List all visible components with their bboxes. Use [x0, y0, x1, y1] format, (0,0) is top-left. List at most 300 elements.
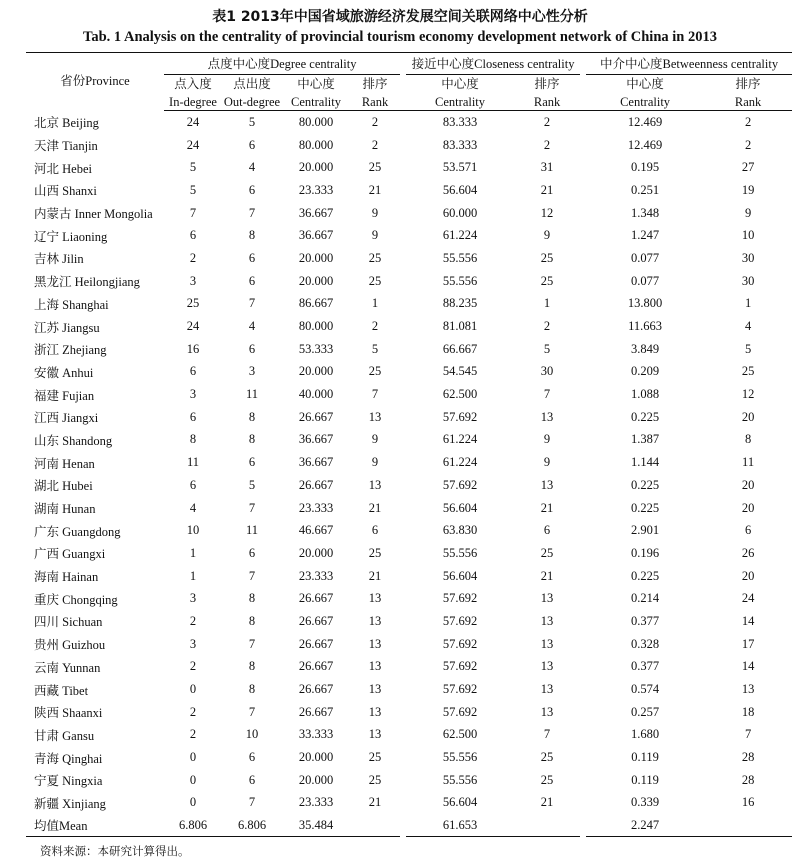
table-row — [26, 610, 792, 633]
degree-centrality-cell: 23.333 — [298, 500, 334, 515]
table-row — [26, 383, 792, 406]
province-cell: 江苏 Jiangsu — [34, 320, 100, 335]
degree-rank-cell: 13 — [368, 682, 382, 697]
closeness-rank-cell: 25 — [540, 273, 554, 288]
closeness-rank-cell: 30 — [540, 364, 554, 379]
closeness-centrality-cell: 57.692 — [442, 409, 478, 424]
out-degree-cell: 5 — [248, 477, 256, 492]
province-cell: 天津 Tianjin — [34, 139, 98, 154]
in-degree-cell: 25 — [186, 296, 200, 311]
table-row — [26, 587, 792, 610]
closeness-centrality-cell: 81.081 — [442, 319, 478, 334]
betweenness-centrality-cell: 0.077 — [631, 273, 660, 288]
closeness-centrality-cell: 57.692 — [442, 659, 478, 674]
betweenness-rank-cell: 14 — [741, 659, 755, 674]
out-degree-cell: 4 — [248, 160, 256, 175]
degree-rank-cell: 25 — [368, 364, 382, 379]
closeness-centrality-cell: 57.692 — [442, 682, 478, 697]
table-row — [26, 338, 792, 361]
table-row — [26, 361, 792, 384]
province-cell: 湖南 Hunan — [34, 502, 96, 517]
in-degree-cell: 3 — [189, 591, 197, 606]
degree-rank-cell: 13 — [368, 704, 382, 719]
header-deg-rank-cn: 排序 — [362, 77, 388, 91]
betweenness-rank-cell: 28 — [741, 750, 755, 765]
betweenness-centrality-cell: 0.209 — [631, 364, 660, 379]
header-clo-centrality-cn: 中心度 — [441, 77, 479, 91]
betweenness-centrality-cell: 0.119 — [631, 772, 659, 787]
table-row — [26, 542, 792, 565]
closeness-rank-cell: 13 — [540, 659, 554, 674]
out-degree-cell: 3 — [248, 364, 256, 379]
out-degree-cell: 6 — [248, 772, 256, 787]
closeness-rank-cell: 21 — [540, 182, 554, 197]
closeness-centrality-cell: 54.545 — [442, 364, 478, 379]
closeness-rank-cell: 2 — [543, 114, 551, 129]
closeness-centrality-cell: 83.333 — [442, 137, 478, 152]
betweenness-centrality-cell: 2.901 — [631, 523, 660, 538]
in-degree-cell: 11 — [186, 455, 200, 470]
betweenness-rank-cell: 27 — [741, 160, 755, 175]
betweenness-rank-cell: 16 — [741, 795, 755, 810]
table-row — [26, 519, 792, 542]
closeness-rank-cell: 13 — [540, 591, 554, 606]
betweenness-rank-cell: 20 — [741, 477, 755, 492]
out-degree-cell: 4 — [248, 319, 256, 334]
header-bet-rank-cn: 排序 — [735, 77, 761, 91]
degree-rank-cell: 21 — [368, 795, 382, 810]
degree-rank-cell: 5 — [371, 341, 379, 356]
degree-rank-cell: 2 — [371, 137, 379, 152]
centrality-table — [26, 52, 792, 837]
header-closeness-group: 接近中心度Closeness centrality — [406, 53, 580, 75]
betweenness-rank-cell: 1 — [744, 296, 752, 311]
in-degree-cell: 1 — [189, 545, 197, 560]
closeness-centrality-cell: 57.692 — [442, 636, 478, 651]
province-cell: 山东 Shandong — [34, 433, 113, 448]
degree-centrality-cell: 23.333 — [298, 568, 334, 583]
betweenness-rank-cell: 8 — [744, 432, 752, 447]
out-degree-cell: 6 — [248, 273, 256, 288]
header-deg-centrality-en: Centrality — [282, 93, 350, 111]
closeness-centrality-cell: 56.604 — [442, 500, 478, 515]
closeness-rank-cell: 2 — [543, 137, 551, 152]
out-degree-cell: 11 — [245, 387, 259, 402]
betweenness-rank-cell: 7 — [744, 727, 752, 742]
closeness-rank-cell: 21 — [540, 795, 554, 810]
header-bet-centrality-en: Centrality — [586, 93, 704, 111]
out-degree-cell: 6 — [248, 455, 256, 470]
betweenness-rank-cell — [704, 814, 792, 837]
province-cell: 广西 Guangxi — [34, 547, 106, 562]
betweenness-rank-cell: 13 — [741, 682, 755, 697]
in-degree-cell: 24 — [186, 137, 200, 152]
closeness-centrality-cell: 61.653 — [406, 814, 514, 837]
closeness-centrality-cell: 60.000 — [442, 205, 478, 220]
province-cell: 青海 Qinghai — [34, 751, 103, 766]
betweenness-rank-cell: 19 — [741, 182, 755, 197]
table-row — [26, 451, 792, 474]
degree-centrality-cell: 26.667 — [298, 704, 334, 719]
closeness-rank-cell: 25 — [540, 750, 554, 765]
closeness-rank-cell: 9 — [543, 228, 551, 243]
degree-centrality-cell: 20.000 — [298, 364, 334, 379]
in-degree-cell: 24 — [186, 114, 200, 129]
in-degree-cell: 0 — [189, 682, 197, 697]
in-degree-cell: 4 — [189, 500, 197, 515]
province-cell: 广东 Guangdong — [34, 524, 121, 539]
in-degree-cell: 0 — [189, 750, 197, 765]
source-note: 资料来源：本研究计算得出。 — [40, 844, 190, 858]
betweenness-centrality-cell: 1.144 — [631, 455, 660, 470]
province-cell: 四川 Sichuan — [34, 615, 103, 630]
table-row — [26, 270, 792, 293]
in-degree-cell: 2 — [189, 704, 197, 719]
province-cell: 海南 Hainan — [34, 570, 99, 585]
province-cell: 内蒙古 Inner Mongolia — [34, 207, 153, 222]
out-degree-cell: 7 — [248, 205, 256, 220]
closeness-centrality-cell: 61.224 — [442, 455, 478, 470]
table-row — [26, 678, 792, 701]
table-header — [26, 53, 792, 111]
header-clo-centrality-en: Centrality — [406, 93, 514, 111]
table-row — [26, 497, 792, 520]
in-degree-cell: 3 — [189, 273, 197, 288]
mean-row — [26, 814, 792, 837]
out-degree-cell: 6 — [248, 341, 256, 356]
degree-centrality-cell: 80.000 — [298, 319, 334, 334]
betweenness-centrality-cell: 0.574 — [631, 682, 660, 697]
closeness-rank-cell: 9 — [543, 455, 551, 470]
betweenness-centrality-cell: 0.214 — [631, 591, 660, 606]
out-degree-cell: 6 — [248, 250, 256, 265]
table-row — [26, 792, 792, 815]
header-bet-rank-en: Rank — [704, 93, 792, 111]
in-degree-cell: 2 — [189, 613, 197, 628]
out-degree-cell: 8 — [248, 682, 256, 697]
degree-centrality-cell: 33.333 — [298, 727, 334, 742]
degree-rank-cell: 9 — [371, 205, 379, 220]
out-degree-cell: 11 — [245, 523, 259, 538]
out-degree-cell: 8 — [248, 432, 256, 447]
betweenness-rank-cell: 10 — [741, 228, 755, 243]
province-cell: 吉林 Jilin — [34, 252, 84, 267]
betweenness-centrality-cell: 3.849 — [631, 341, 660, 356]
table-row — [26, 746, 792, 769]
degree-centrality-cell: 36.667 — [298, 205, 334, 220]
degree-rank-cell: 2 — [371, 114, 379, 129]
betweenness-centrality-cell: 0.196 — [631, 545, 660, 560]
degree-centrality-cell: 26.667 — [298, 659, 334, 674]
province-cell: 甘肃 Gansu — [34, 728, 95, 743]
closeness-centrality-cell: 61.224 — [442, 228, 478, 243]
degree-centrality-cell: 20.000 — [298, 750, 334, 765]
province-cell: 贵州 Guizhou — [34, 638, 106, 653]
betweenness-centrality-cell: 0.195 — [631, 160, 660, 175]
closeness-centrality-cell: 57.692 — [442, 477, 478, 492]
province-cell: 陕西 Shaanxi — [34, 706, 103, 721]
betweenness-rank-cell: 5 — [744, 341, 752, 356]
in-degree-cell: 6 — [189, 364, 197, 379]
table-row — [26, 202, 792, 225]
closeness-rank-cell: 13 — [540, 613, 554, 628]
degree-rank-cell: 9 — [371, 432, 379, 447]
out-degree-cell: 7 — [248, 636, 256, 651]
table-row — [26, 406, 792, 429]
closeness-rank-cell: 6 — [543, 523, 551, 538]
in-degree-cell: 1 — [189, 568, 197, 583]
degree-rank-cell: 21 — [368, 568, 382, 583]
closeness-rank-cell: 13 — [540, 409, 554, 424]
degree-centrality-cell: 46.667 — [298, 523, 334, 538]
betweenness-centrality-cell: 1.680 — [631, 727, 660, 742]
betweenness-centrality-cell: 13.800 — [627, 296, 663, 311]
table-row — [26, 293, 792, 316]
in-degree-cell: 7 — [189, 205, 197, 220]
degree-rank-cell: 1 — [371, 296, 379, 311]
betweenness-centrality-cell: 0.225 — [631, 500, 660, 515]
degree-centrality-cell: 26.667 — [298, 613, 334, 628]
betweenness-centrality-cell: 0.225 — [631, 477, 660, 492]
in-degree-cell: 2 — [189, 659, 197, 674]
betweenness-centrality-cell: 1.387 — [631, 432, 660, 447]
degree-rank-cell: 21 — [368, 500, 382, 515]
header-in-degree-cn: 点入度 — [174, 77, 212, 91]
closeness-centrality-cell: 56.604 — [442, 795, 478, 810]
in-degree-cell: 6 — [189, 409, 197, 424]
table-row — [26, 474, 792, 497]
degree-centrality-cell: 80.000 — [298, 137, 334, 152]
betweenness-centrality-cell: 1.247 — [631, 228, 660, 243]
degree-centrality-cell: 20.000 — [298, 250, 334, 265]
in-degree-cell: 2 — [189, 727, 197, 742]
degree-rank-cell: 21 — [368, 182, 382, 197]
closeness-centrality-cell: 66.667 — [442, 341, 478, 356]
out-degree-cell: 8 — [248, 659, 256, 674]
out-degree-cell: 6 — [248, 750, 256, 765]
out-degree-cell: 10 — [245, 727, 259, 742]
in-degree-cell: 16 — [186, 341, 200, 356]
closeness-rank-cell: 25 — [540, 545, 554, 560]
degree-centrality-cell: 20.000 — [298, 772, 334, 787]
province-cell: 新疆 Xinjiang — [34, 796, 106, 811]
betweenness-rank-cell: 14 — [741, 613, 755, 628]
closeness-centrality-cell: 56.604 — [442, 182, 478, 197]
degree-rank-cell: 9 — [371, 228, 379, 243]
degree-rank-cell: 25 — [368, 772, 382, 787]
out-degree-cell: 6 — [248, 545, 256, 560]
degree-rank-cell: 9 — [371, 455, 379, 470]
province-cell: 重庆 Chongqing — [34, 592, 118, 607]
degree-centrality-cell: 23.333 — [298, 182, 334, 197]
header-betweenness-group: 中介中心度Betweenness centrality — [586, 53, 792, 75]
degree-rank-cell: 25 — [368, 545, 382, 560]
out-degree-cell: 8 — [248, 613, 256, 628]
header-deg-centrality-cn: 中心度 — [297, 77, 335, 91]
closeness-rank-cell: 5 — [543, 341, 551, 356]
closeness-centrality-cell: 88.235 — [442, 296, 478, 311]
table-row — [26, 247, 792, 270]
degree-centrality-cell: 86.667 — [298, 296, 334, 311]
closeness-rank-cell: 12 — [540, 205, 554, 220]
closeness-centrality-cell: 63.830 — [442, 523, 478, 538]
table-row — [26, 701, 792, 724]
header-clo-rank-cn: 排序 — [534, 77, 560, 91]
degree-rank-cell: 13 — [368, 659, 382, 674]
table-row — [26, 656, 792, 679]
in-degree-cell: 0 — [189, 795, 197, 810]
closeness-centrality-cell: 57.692 — [442, 613, 478, 628]
betweenness-centrality-cell: 1.348 — [631, 205, 660, 220]
degree-rank-cell: 13 — [368, 409, 382, 424]
closeness-rank-cell: 7 — [543, 387, 551, 402]
header-bet-centrality-cn: 中心度 — [626, 77, 664, 91]
betweenness-rank-cell: 18 — [741, 704, 755, 719]
betweenness-rank-cell: 20 — [741, 568, 755, 583]
betweenness-centrality-cell: 0.257 — [631, 704, 660, 719]
header-deg-rank-en: Rank — [350, 93, 400, 111]
betweenness-rank-cell: 20 — [741, 500, 755, 515]
degree-rank-cell: 13 — [368, 591, 382, 606]
province-cell: 江西 Jiangxi — [34, 411, 99, 426]
table-row — [26, 724, 792, 747]
province-cell: 黑龙江 Heilongjiang — [34, 275, 140, 290]
closeness-centrality-cell: 56.604 — [442, 568, 478, 583]
in-degree-cell: 6.806 — [164, 814, 222, 837]
betweenness-rank-cell: 11 — [742, 455, 755, 470]
closeness-rank-cell: 13 — [540, 704, 554, 719]
table-title-en: Tab. 1 Analysis on the centrality of provincial tourism economy development network of China in 2013 — [83, 29, 717, 45]
table-row — [26, 179, 792, 202]
province-cell: 辽宁 Liaoning — [34, 229, 108, 244]
table-body — [26, 111, 792, 837]
table-row — [26, 134, 792, 157]
closeness-rank-cell: 1 — [543, 296, 551, 311]
in-degree-cell: 6 — [189, 477, 197, 492]
closeness-centrality-cell: 55.556 — [442, 273, 478, 288]
degree-centrality-cell: 36.667 — [298, 455, 334, 470]
degree-rank-cell: 13 — [368, 613, 382, 628]
out-degree-cell: 8 — [248, 409, 256, 424]
table-row — [26, 224, 792, 247]
betweenness-centrality-cell: 0.339 — [631, 795, 660, 810]
in-degree-cell: 0 — [189, 772, 197, 787]
betweenness-rank-cell: 28 — [741, 772, 755, 787]
closeness-rank-cell — [514, 814, 580, 837]
table-row — [26, 315, 792, 338]
closeness-rank-cell: 2 — [543, 319, 551, 334]
betweenness-centrality-cell: 0.225 — [631, 568, 660, 583]
closeness-centrality-cell: 61.224 — [442, 432, 478, 447]
degree-rank-cell: 7 — [371, 387, 379, 402]
header-clo-rank-en: Rank — [514, 93, 580, 111]
closeness-rank-cell: 21 — [540, 500, 554, 515]
degree-rank-cell: 25 — [368, 750, 382, 765]
province-cell: 河北 Hebei — [34, 161, 92, 176]
closeness-rank-cell: 21 — [540, 568, 554, 583]
degree-rank-cell: 13 — [368, 636, 382, 651]
betweenness-centrality-cell: 0.225 — [631, 409, 660, 424]
province-cell: 湖北 Hubei — [34, 479, 93, 494]
betweenness-rank-cell: 30 — [741, 273, 755, 288]
degree-centrality-cell: 20.000 — [298, 160, 334, 175]
out-degree-cell: 7 — [248, 296, 256, 311]
closeness-rank-cell: 25 — [540, 250, 554, 265]
in-degree-cell: 3 — [189, 636, 197, 651]
province-cell: 福建 Fujian — [34, 388, 95, 403]
in-degree-cell: 5 — [189, 160, 197, 175]
header-in-degree-en: In-degree — [164, 93, 222, 111]
in-degree-cell: 2 — [189, 250, 197, 265]
degree-centrality-cell: 40.000 — [298, 387, 334, 402]
betweenness-rank-cell: 9 — [744, 205, 752, 220]
betweenness-rank-cell: 30 — [741, 250, 755, 265]
closeness-centrality-cell: 55.556 — [442, 250, 478, 265]
province-cell: 北京 Beijing — [34, 116, 99, 131]
header-degree-group: 点度中心度Degree centrality — [164, 53, 400, 75]
degree-rank-cell: 6 — [371, 523, 379, 538]
in-degree-cell: 24 — [186, 319, 200, 334]
table-row — [26, 633, 792, 656]
out-degree-cell: 7 — [248, 568, 256, 583]
betweenness-centrality-cell: 11.663 — [628, 319, 663, 334]
province-cell: 宁夏 Ningxia — [34, 774, 103, 789]
degree-centrality-cell: 20.000 — [298, 273, 334, 288]
province-cell: 山西 Shanxi — [34, 184, 97, 199]
out-degree-cell: 8 — [248, 591, 256, 606]
header-out-degree-cn: 点出度 — [233, 77, 271, 91]
province-cell: 浙江 Zhejiang — [34, 343, 107, 358]
province-cell: 河南 Henan — [34, 456, 95, 471]
degree-centrality-cell: 23.333 — [298, 795, 334, 810]
out-degree-cell: 7 — [248, 795, 256, 810]
degree-centrality-cell: 80.000 — [298, 114, 334, 129]
degree-centrality-cell: 20.000 — [298, 545, 334, 560]
betweenness-rank-cell: 20 — [741, 409, 755, 424]
closeness-centrality-cell: 83.333 — [442, 114, 478, 129]
betweenness-rank-cell: 26 — [741, 545, 755, 560]
closeness-centrality-cell: 62.500 — [442, 387, 478, 402]
betweenness-rank-cell: 24 — [741, 591, 755, 606]
closeness-centrality-cell: 55.556 — [442, 545, 478, 560]
closeness-rank-cell: 13 — [540, 477, 554, 492]
betweenness-rank-cell: 2 — [744, 137, 752, 152]
degree-centrality-cell: 36.667 — [298, 432, 334, 447]
table-row — [26, 111, 792, 134]
closeness-rank-cell: 7 — [543, 727, 551, 742]
degree-rank-cell — [350, 814, 400, 837]
closeness-rank-cell: 31 — [540, 160, 554, 175]
betweenness-centrality-cell: 1.088 — [631, 387, 660, 402]
closeness-centrality-cell: 53.571 — [442, 160, 478, 175]
betweenness-centrality-cell: 0.251 — [631, 182, 660, 197]
in-degree-cell: 3 — [189, 387, 197, 402]
degree-centrality-cell: 26.667 — [298, 636, 334, 651]
closeness-centrality-cell: 55.556 — [442, 772, 478, 787]
betweenness-centrality-cell: 0.077 — [631, 250, 660, 265]
betweenness-centrality-cell: 0.377 — [631, 613, 660, 628]
betweenness-rank-cell: 12 — [741, 387, 755, 402]
degree-centrality-cell: 53.333 — [298, 341, 334, 356]
in-degree-cell: 6 — [189, 228, 197, 243]
province-cell: 西藏 Tibet — [34, 683, 89, 698]
out-degree-cell: 7 — [248, 704, 256, 719]
betweenness-centrality-cell: 0.377 — [631, 659, 660, 674]
province-cell: 云南 Yunnan — [34, 660, 101, 675]
degree-centrality-cell: 35.484 — [282, 814, 350, 837]
degree-rank-cell: 25 — [368, 160, 382, 175]
table-row — [26, 769, 792, 792]
